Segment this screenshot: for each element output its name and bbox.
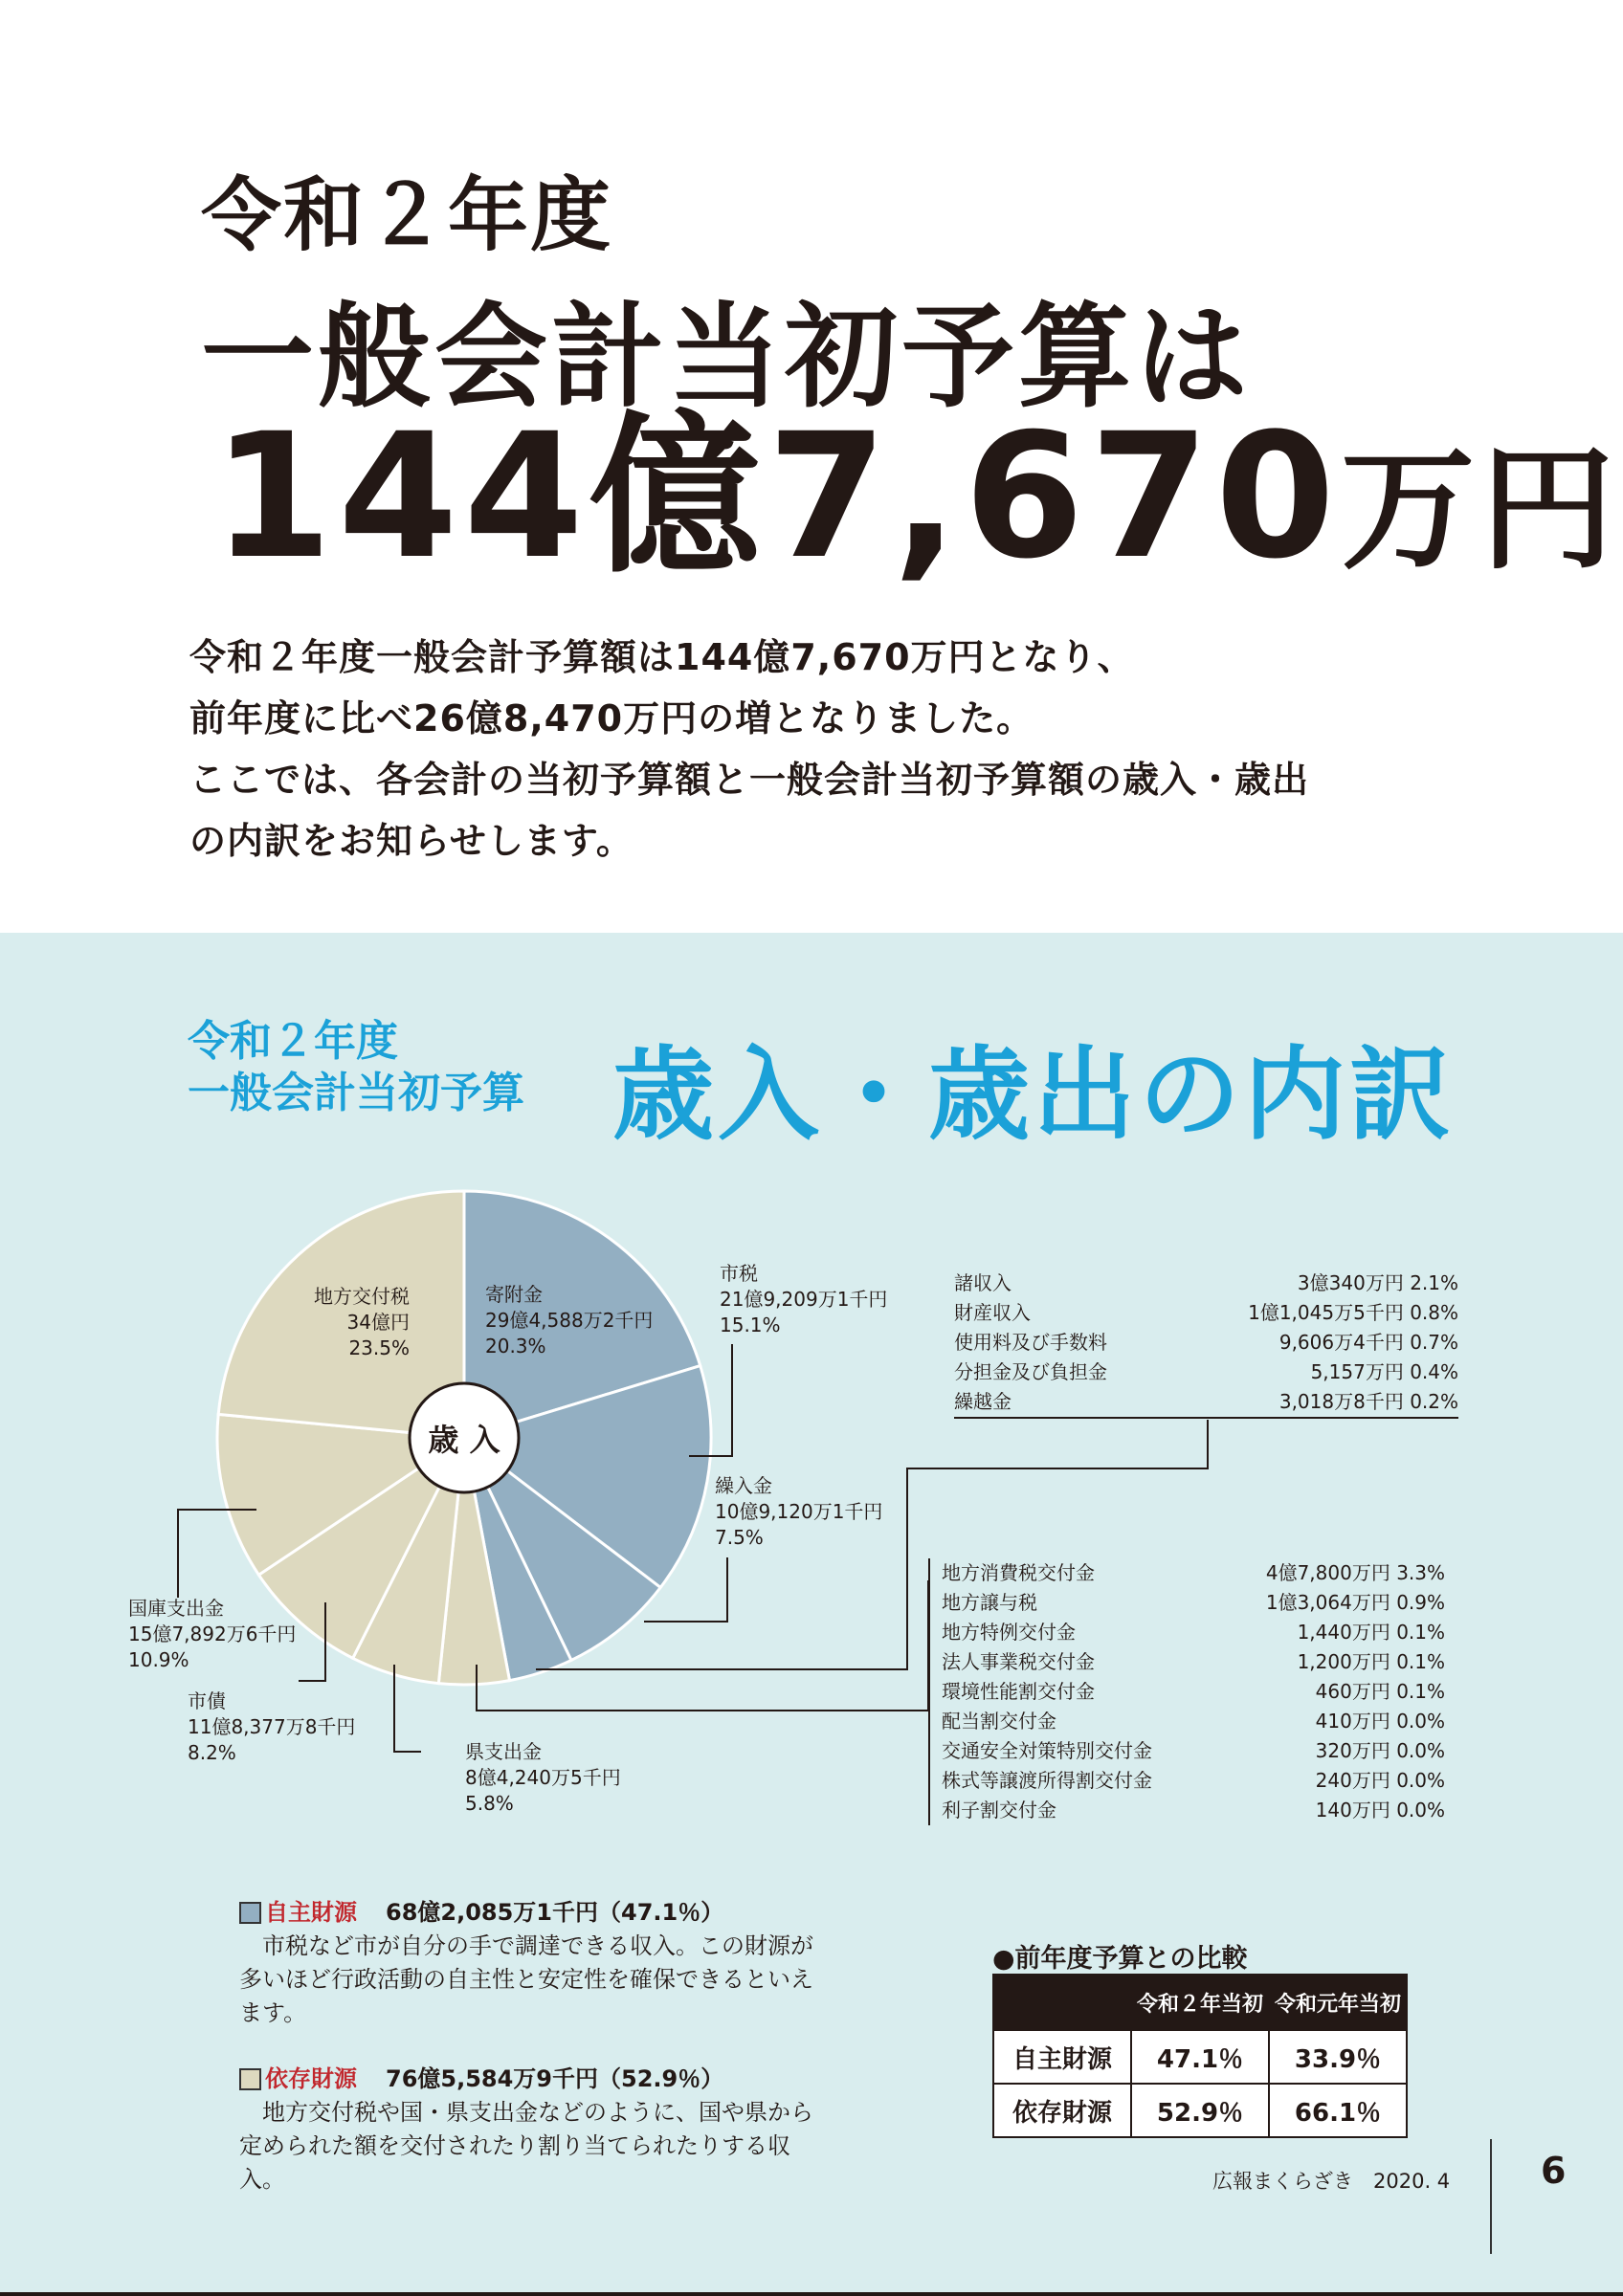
- section-subtitle-line1: 令和２年度: [188, 1017, 398, 1066]
- label-name: 国庫支出金: [128, 1597, 224, 1620]
- item-value: 3億340万円: [1297, 1271, 1404, 1294]
- own-others-list: [954, 1269, 1458, 1419]
- list-item: [942, 1736, 1445, 1766]
- table-row: [993, 2030, 1407, 2084]
- label-percent: 23.5%: [348, 1336, 410, 1359]
- row-label: 依存財源: [993, 2084, 1131, 2137]
- list-item: [942, 1796, 1445, 1825]
- item-value: 140万円: [1315, 1799, 1390, 1821]
- label-name: 県支出金: [465, 1740, 542, 1763]
- amount-unit: 万円: [1341, 432, 1621, 588]
- table-cell: 52.9％: [1131, 2084, 1269, 2137]
- item-name: 使用料及び手数料: [954, 1331, 1107, 1354]
- label-name: 市税: [720, 1262, 758, 1285]
- pie-center-label: 歳 入: [428, 1422, 500, 1458]
- list-item: [942, 1618, 1445, 1647]
- list-item: [954, 1358, 1458, 1387]
- label-shizei: [720, 1261, 887, 1338]
- item-name: 利子割交付金: [942, 1799, 1056, 1821]
- row-label: 自主財源: [993, 2030, 1131, 2084]
- item-percent: 0.9%: [1396, 1591, 1445, 1614]
- item-name: 繰越金: [954, 1390, 1012, 1413]
- amount-number: 144億7,670: [212, 397, 1342, 597]
- label-percent: 8.2%: [188, 1741, 236, 1764]
- item-name: 地方特例交付金: [942, 1621, 1076, 1644]
- label-kurinyu: [715, 1473, 882, 1551]
- item-value: 1億1,045万5千円: [1248, 1301, 1404, 1324]
- item-percent: 0.1%: [1396, 1650, 1445, 1673]
- list-item: [942, 1558, 1445, 1588]
- table-cell: 33.9％: [1269, 2030, 1407, 2084]
- item-percent: 0.2%: [1410, 1390, 1458, 1413]
- list-item: [942, 1588, 1445, 1618]
- table-row: [993, 2084, 1407, 2137]
- legend-dependent-description: 地方交付税や国・県支出金などのように、国や県から定められた額を交付されたり割り当てられたりする収入。: [239, 2099, 813, 2193]
- item-percent: 3.3%: [1396, 1561, 1445, 1584]
- label-percent: 15.1%: [720, 1314, 781, 1336]
- item-percent: 0.0%: [1396, 1710, 1445, 1733]
- label-amount: 8億4,240万5千円: [465, 1766, 621, 1789]
- label-amount: 29億4,588万2千円: [485, 1309, 654, 1332]
- intro-text: [189, 627, 1434, 872]
- label-amount: 34億円: [346, 1311, 410, 1334]
- label-amount: 11億8,377万8千円: [188, 1715, 356, 1738]
- legend-dependent: [239, 2063, 813, 2197]
- legend-own: [239, 1896, 813, 2030]
- label-amount: 10億9,120万1千円: [715, 1500, 883, 1523]
- label-chiho-kofuzei: [292, 1284, 410, 1361]
- item-value: 1,200万円: [1297, 1650, 1390, 1673]
- label-percent: 5.8%: [465, 1792, 514, 1815]
- item-name: 法人事業税交付金: [942, 1650, 1095, 1673]
- label-percent: 10.9%: [128, 1648, 189, 1671]
- title-year: 令和２年度: [201, 168, 613, 262]
- item-value: 460万円: [1315, 1680, 1390, 1703]
- item-value: 1,440万円: [1297, 1621, 1390, 1644]
- item-value: 5,157万円: [1310, 1360, 1404, 1383]
- legend-dependent-amount: 76億5,584万9千円（52.9％）: [386, 2065, 724, 2092]
- comparison-title: ●前年度予算との比較: [992, 1944, 1248, 1974]
- item-percent: 0.0%: [1396, 1739, 1445, 1762]
- item-value: 9,606万4千円: [1278, 1331, 1404, 1354]
- label-name: 地方交付税: [314, 1285, 410, 1308]
- item-name: 地方譲与税: [942, 1591, 1037, 1614]
- label-percent: 7.5%: [715, 1526, 764, 1549]
- label-amount: 21億9,209万1千円: [720, 1288, 888, 1311]
- legend-own-heading: [239, 1896, 813, 1930]
- label-name: 繰入金: [715, 1474, 772, 1497]
- intro-line: の内訳をお知らせします。: [189, 820, 634, 862]
- item-value: 240万円: [1315, 1769, 1390, 1792]
- intro-line: 前年度に比べ26億8,470万円の増となりました。: [189, 697, 1034, 740]
- item-percent: 0.0%: [1396, 1769, 1445, 1792]
- label-ken: [465, 1739, 621, 1817]
- label-percent: 20.3%: [485, 1335, 546, 1358]
- item-name: 財産収入: [954, 1301, 1031, 1324]
- item-name: 株式等譲渡所得割交付金: [942, 1769, 1152, 1792]
- table-header-row: [993, 1975, 1407, 2030]
- item-percent: 2.1%: [1410, 1271, 1458, 1294]
- item-value: 3,018万8千円: [1278, 1390, 1404, 1413]
- publication-name: 広報まくらざき 2020. 4: [1212, 2170, 1451, 2193]
- list-item: [942, 1677, 1445, 1707]
- item-percent: 0.1%: [1396, 1680, 1445, 1703]
- list-item: [942, 1766, 1445, 1796]
- item-percent: 0.0%: [1396, 1799, 1445, 1821]
- item-name: 諸収入: [954, 1271, 1012, 1294]
- list-item: [942, 1647, 1445, 1677]
- list-item: [954, 1298, 1458, 1328]
- label-amount: 15億7,892万6千円: [128, 1623, 297, 1645]
- legend-own-description: 市税など市が自分の手で調達できる収入。この財源が多いほど行政活動の自主性と安定性を確保できるといえます。: [239, 1932, 813, 2026]
- revenue-legend: [239, 1896, 813, 2197]
- item-percent: 0.8%: [1410, 1301, 1458, 1324]
- section-subtitle-line2: 一般会計当初予算: [188, 1069, 524, 1117]
- list-item: [954, 1269, 1458, 1298]
- bottom-rule: [0, 2292, 1623, 2296]
- page-number: 6: [1541, 2150, 1567, 2192]
- table-cell: 47.1％: [1131, 2030, 1269, 2084]
- item-value: 4億7,800万円: [1265, 1561, 1390, 1584]
- dependent-others-list: [928, 1558, 1445, 1825]
- item-name: 分担金及び負担金: [954, 1360, 1107, 1383]
- table-cell: 66.1％: [1269, 2084, 1407, 2137]
- own-swatch: [239, 1902, 261, 1924]
- item-name: 地方消費税交付金: [942, 1561, 1095, 1584]
- legend-dependent-heading: [239, 2063, 813, 2096]
- intro-line: 令和２年度一般会計予算額は144億7,670万円となり、: [189, 636, 1135, 678]
- legend-own-name: 自主財源: [265, 1899, 357, 1926]
- header-cell: 令和元年当初: [1269, 1975, 1407, 2030]
- legend-dependent-name: 依存財源: [265, 2065, 357, 2092]
- section-subtitle: [188, 1016, 524, 1119]
- list-item: [954, 1387, 1458, 1417]
- title-amount: [212, 397, 1621, 597]
- item-name: 環境性能割交付金: [942, 1680, 1095, 1703]
- item-value: 410万円: [1315, 1710, 1390, 1733]
- intro-line: ここでは、各会計の当初予算額と一般会計当初予算額の歳入・歳出: [189, 759, 1310, 801]
- item-percent: 0.1%: [1396, 1621, 1445, 1644]
- item-percent: 0.7%: [1410, 1331, 1458, 1354]
- item-value: 1億3,064万円: [1265, 1591, 1390, 1614]
- list-item: [942, 1707, 1445, 1736]
- header-cell: [993, 1975, 1131, 2030]
- comparison-table: [992, 1974, 1408, 2138]
- dependent-swatch: [239, 2068, 261, 2090]
- footer-divider: [1490, 2139, 1492, 2254]
- title-heading: 一般会計当初予算は: [201, 291, 1253, 423]
- label-name: 寄附金: [485, 1283, 543, 1306]
- item-value: 320万円: [1315, 1739, 1390, 1762]
- header-cell: 令和２年当初: [1131, 1975, 1269, 2030]
- section-title: 歳入・歳出の内訳: [612, 1036, 1455, 1154]
- item-name: 配当割交付金: [942, 1710, 1056, 1733]
- label-shisai: [188, 1689, 355, 1766]
- label-name: 市債: [188, 1689, 226, 1712]
- item-percent: 0.4%: [1410, 1360, 1458, 1383]
- label-kifukin: [485, 1282, 653, 1359]
- label-kokko: [128, 1596, 296, 1673]
- legend-own-amount: 68億2,085万1千円（47.1％）: [386, 1899, 724, 1926]
- item-name: 交通安全対策特別交付金: [942, 1739, 1152, 1762]
- list-item: [954, 1328, 1458, 1358]
